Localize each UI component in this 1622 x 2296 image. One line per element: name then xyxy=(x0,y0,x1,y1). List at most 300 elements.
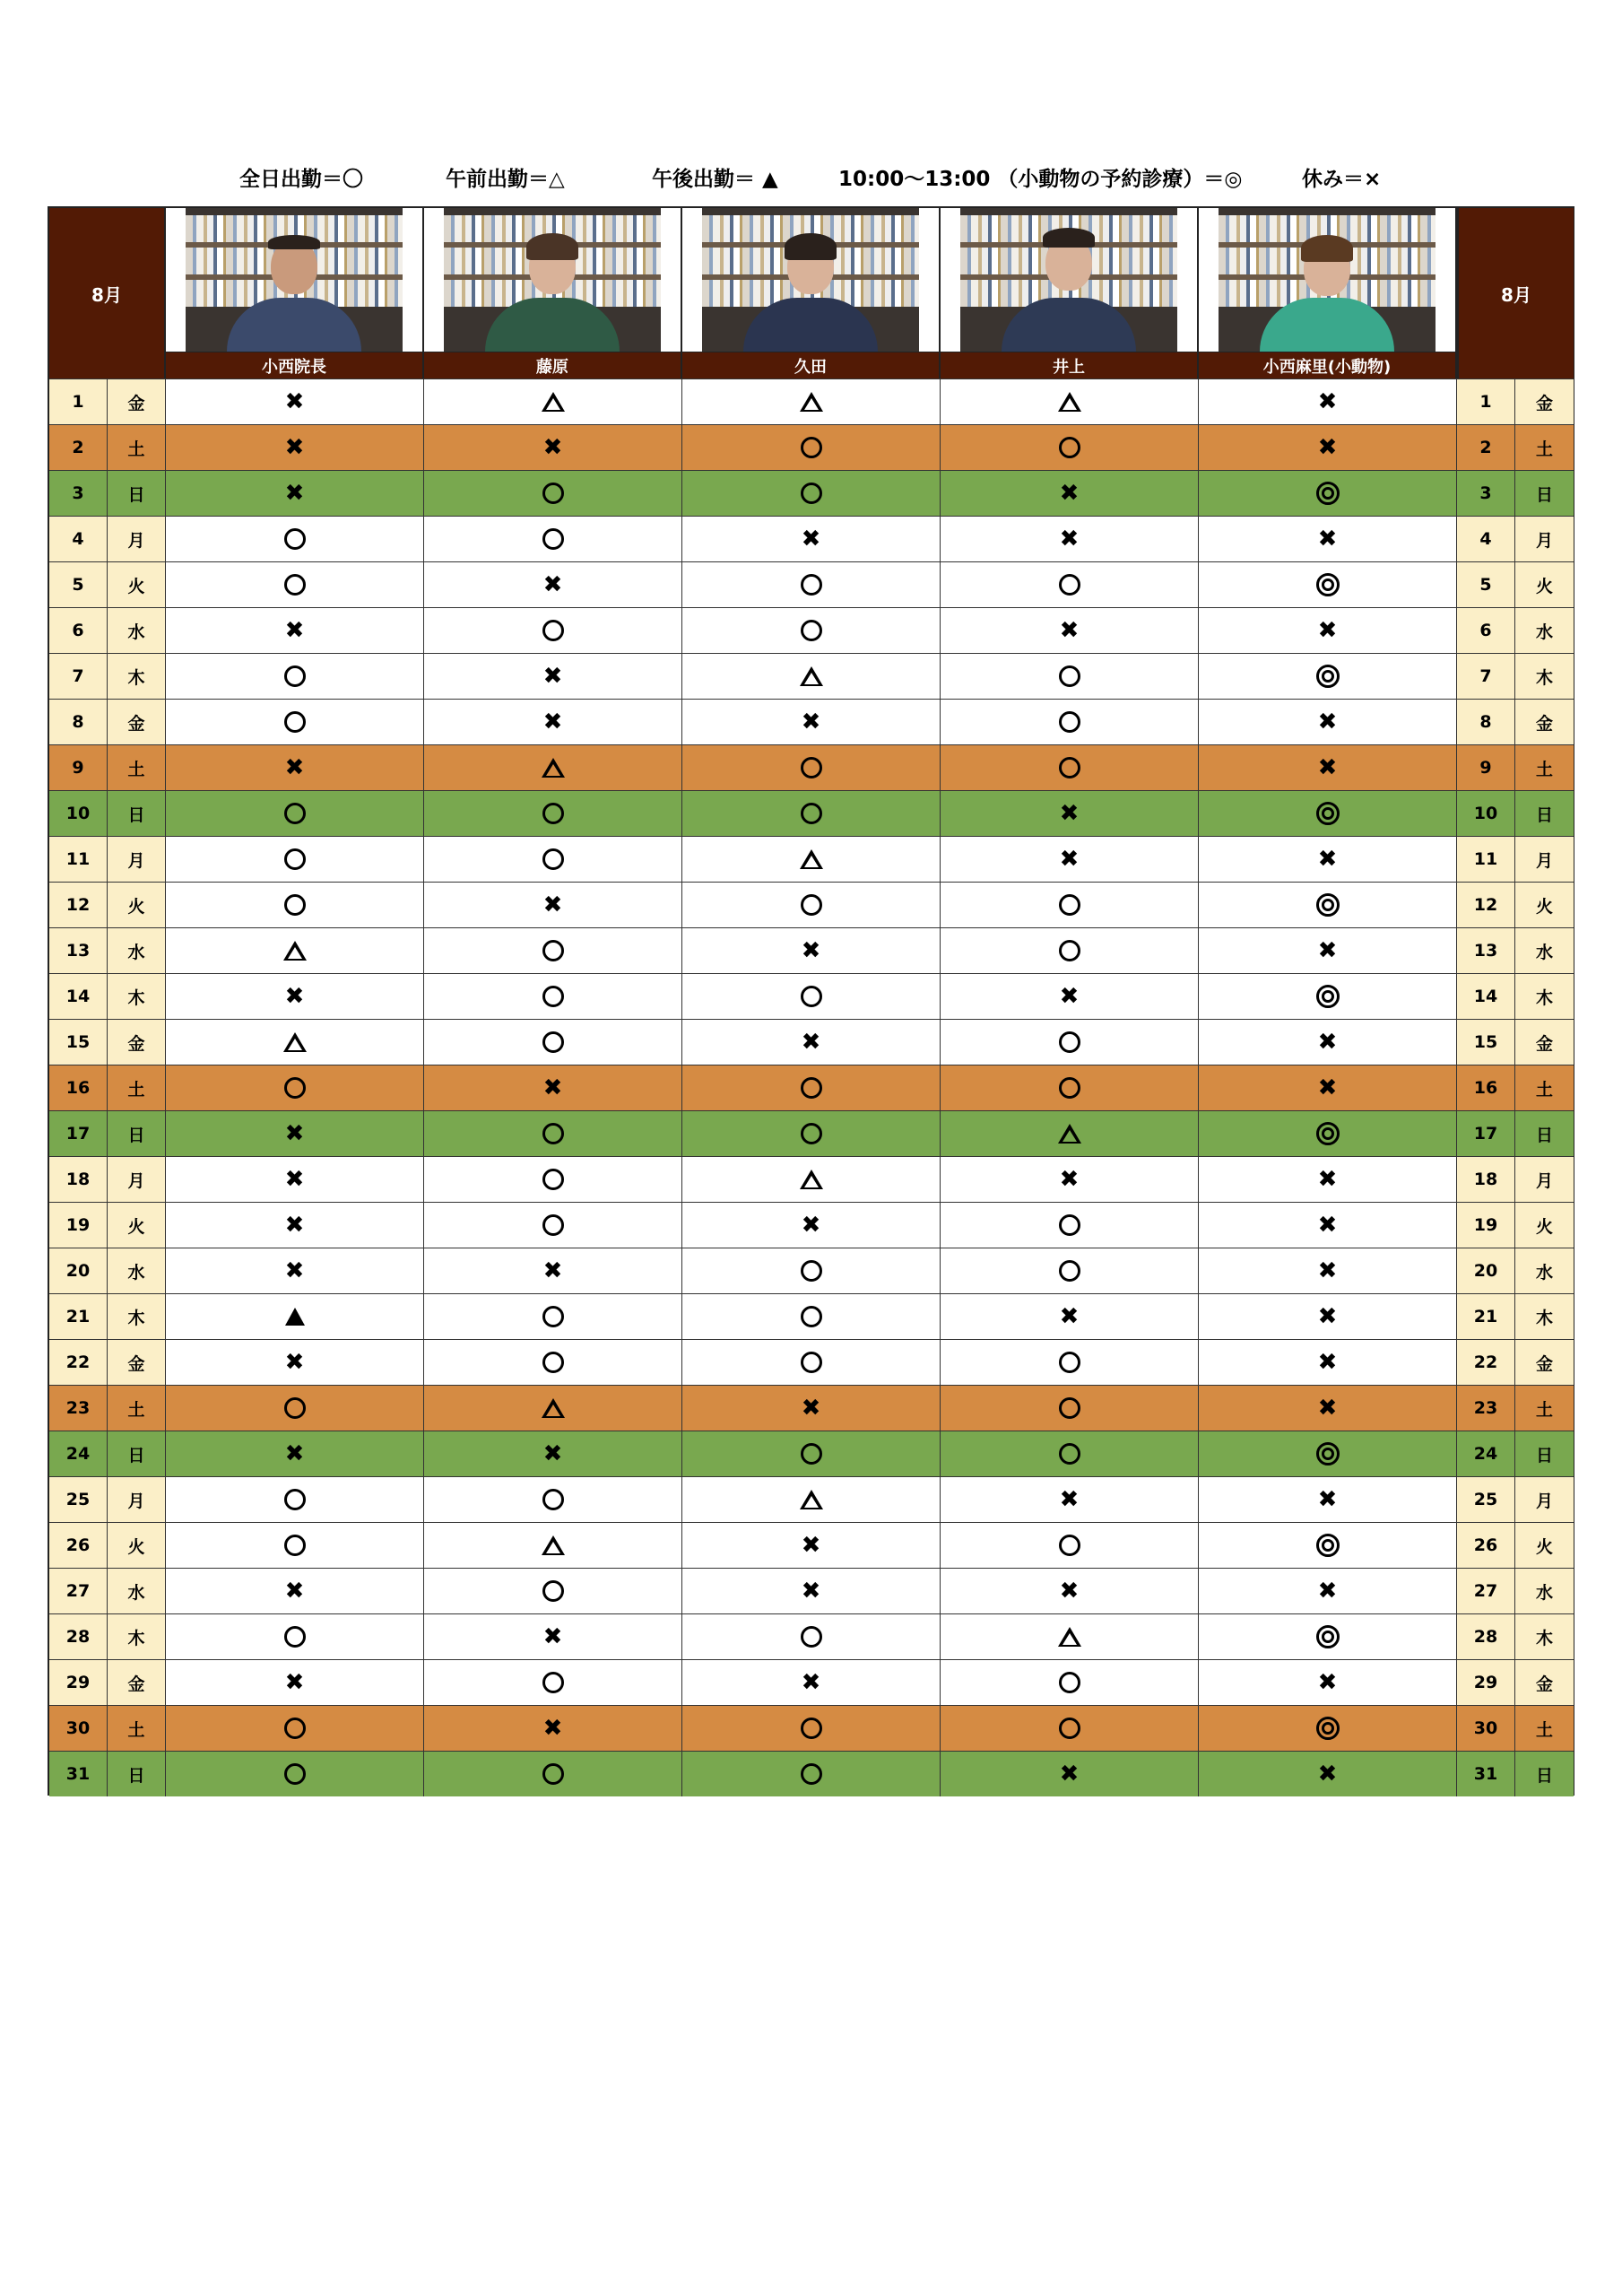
shift-cell xyxy=(1199,1110,1457,1156)
shift-cell xyxy=(682,1705,941,1751)
photo-frame xyxy=(186,208,403,352)
full-day-circle-icon xyxy=(284,1489,306,1510)
full-day-circle-icon xyxy=(542,1672,564,1693)
full-day-circle-icon xyxy=(801,1626,822,1648)
day-number-right: 17 xyxy=(1457,1110,1515,1156)
off-cross-icon: ✖ xyxy=(542,1440,563,1467)
weekday-label-right: 水 xyxy=(1515,607,1574,653)
weekday-label: 水 xyxy=(108,1248,166,1293)
day-number: 3 xyxy=(49,470,108,516)
full-day-circle-icon xyxy=(542,1169,564,1190)
day-number-right: 1 xyxy=(1457,378,1515,424)
shift-cell xyxy=(1199,1248,1457,1293)
morning-triangle-icon xyxy=(800,392,823,412)
off-cross-icon: ✖ xyxy=(1317,1486,1338,1513)
day-number: 2 xyxy=(49,424,108,470)
day-number: 20 xyxy=(49,1248,108,1293)
full-day-circle-icon xyxy=(284,665,306,687)
legend-full-day: 全日出勤＝〇 xyxy=(239,168,363,191)
shift-cell xyxy=(1199,470,1457,516)
weekday-label: 日 xyxy=(108,470,166,516)
day-number: 17 xyxy=(49,1110,108,1156)
shift-cell xyxy=(941,1522,1199,1568)
shift-cell xyxy=(424,744,682,790)
day-number-right: 2 xyxy=(1457,424,1515,470)
shift-cell xyxy=(424,1476,682,1522)
off-cross-icon: ✖ xyxy=(1317,846,1338,873)
morning-triangle-icon xyxy=(542,758,565,778)
off-cross-icon: ✖ xyxy=(1059,1761,1080,1787)
shift-cell xyxy=(1199,1431,1457,1476)
full-day-circle-icon xyxy=(542,1031,564,1053)
shift-cell xyxy=(941,744,1199,790)
small-animal-double-circle-icon xyxy=(1316,1122,1340,1145)
staff-name: 小西院長 xyxy=(166,352,424,378)
shift-cell xyxy=(424,1339,682,1385)
shift-cell xyxy=(424,516,682,561)
shift-cell xyxy=(941,1431,1199,1476)
shift-cell xyxy=(424,836,682,882)
weekday-label-right: 土 xyxy=(1515,1705,1574,1751)
morning-triangle-icon xyxy=(800,849,823,869)
morning-triangle-icon xyxy=(1058,1627,1081,1647)
shift-cell xyxy=(682,378,941,424)
off-cross-icon: ✖ xyxy=(801,1212,821,1239)
full-day-circle-icon xyxy=(542,1123,564,1144)
shift-cell xyxy=(166,1019,424,1065)
weekday-label-right: 日 xyxy=(1515,1431,1574,1476)
shift-cell xyxy=(166,836,424,882)
weekday-label-right: 月 xyxy=(1515,1476,1574,1522)
shift-cell xyxy=(1199,516,1457,561)
off-cross-icon: ✖ xyxy=(284,434,305,461)
full-day-circle-icon xyxy=(542,940,564,961)
day-number-right: 12 xyxy=(1457,882,1515,927)
shift-cell xyxy=(166,1613,424,1659)
off-cross-icon: ✖ xyxy=(542,709,563,735)
full-day-circle-icon xyxy=(284,1397,306,1419)
full-day-circle-icon xyxy=(284,574,306,596)
small-animal-double-circle-icon xyxy=(1316,985,1340,1008)
full-day-circle-icon xyxy=(801,1352,822,1373)
day-number: 9 xyxy=(49,744,108,790)
staff-photo-5 xyxy=(1199,208,1457,352)
shift-cell xyxy=(682,836,941,882)
weekday-label-right: 水 xyxy=(1515,927,1574,973)
off-cross-icon: ✖ xyxy=(801,1669,821,1696)
weekday-label: 土 xyxy=(108,744,166,790)
day-number-right: 6 xyxy=(1457,607,1515,653)
full-day-circle-icon xyxy=(542,528,564,550)
full-day-circle-icon xyxy=(801,1443,822,1465)
off-cross-icon: ✖ xyxy=(1317,754,1338,781)
shift-cell xyxy=(166,973,424,1019)
shift-cell xyxy=(1199,1019,1457,1065)
shift-cell xyxy=(1199,1065,1457,1110)
weekday-label: 木 xyxy=(108,653,166,699)
shift-cell xyxy=(424,561,682,607)
legend-off: 休み＝× xyxy=(1302,168,1382,191)
morning-triangle-icon xyxy=(800,666,823,686)
shift-cell xyxy=(1199,836,1457,882)
shift-cell xyxy=(682,424,941,470)
full-day-circle-icon xyxy=(284,803,306,824)
day-number: 15 xyxy=(49,1019,108,1065)
shift-cell xyxy=(1199,1613,1457,1659)
off-cross-icon: ✖ xyxy=(542,434,563,461)
weekday-label-right: 木 xyxy=(1515,973,1574,1019)
shift-cell xyxy=(424,1613,682,1659)
off-cross-icon: ✖ xyxy=(284,1349,305,1376)
weekday-label: 金 xyxy=(108,699,166,744)
off-cross-icon: ✖ xyxy=(1059,1303,1080,1330)
day-number: 7 xyxy=(49,653,108,699)
shift-cell xyxy=(941,1613,1199,1659)
full-day-circle-icon xyxy=(284,711,306,733)
off-cross-icon: ✖ xyxy=(801,709,821,735)
weekday-label-right: 金 xyxy=(1515,699,1574,744)
weekday-label: 火 xyxy=(108,882,166,927)
shift-cell xyxy=(424,1705,682,1751)
day-number: 8 xyxy=(49,699,108,744)
shift-cell xyxy=(941,790,1199,836)
full-day-circle-icon xyxy=(284,1077,306,1099)
off-cross-icon: ✖ xyxy=(284,983,305,1010)
full-day-circle-icon xyxy=(1059,1352,1080,1373)
weekday-label-right: 水 xyxy=(1515,1248,1574,1293)
weekday-label-right: 木 xyxy=(1515,653,1574,699)
off-cross-icon: ✖ xyxy=(801,1532,821,1559)
weekday-label: 金 xyxy=(108,378,166,424)
weekday-label-right: 火 xyxy=(1515,1522,1574,1568)
weekday-label: 日 xyxy=(108,1110,166,1156)
day-number-right: 3 xyxy=(1457,470,1515,516)
full-day-circle-icon xyxy=(542,848,564,870)
shift-cell xyxy=(1199,927,1457,973)
full-day-circle-icon xyxy=(542,1763,564,1785)
shift-cell xyxy=(166,653,424,699)
staff-name: 井上 xyxy=(941,352,1199,378)
full-day-circle-icon xyxy=(1059,1672,1080,1693)
shift-cell xyxy=(941,1293,1199,1339)
day-number-right: 29 xyxy=(1457,1659,1515,1705)
off-cross-icon: ✖ xyxy=(284,1257,305,1284)
shift-cell xyxy=(682,1751,941,1796)
shift-cell xyxy=(166,927,424,973)
shift-cell xyxy=(166,1385,424,1431)
shift-cell xyxy=(1199,1659,1457,1705)
full-day-circle-icon xyxy=(284,1763,306,1785)
photo-frame xyxy=(702,208,919,352)
full-day-circle-icon xyxy=(801,986,822,1007)
day-number: 10 xyxy=(49,790,108,836)
shift-cell xyxy=(424,1751,682,1796)
weekday-label: 月 xyxy=(108,836,166,882)
shift-cell xyxy=(424,1156,682,1202)
weekday-label: 月 xyxy=(108,1156,166,1202)
shift-cell xyxy=(682,1110,941,1156)
off-cross-icon: ✖ xyxy=(1317,1761,1338,1787)
shift-cell xyxy=(424,699,682,744)
shift-cell xyxy=(941,1248,1199,1293)
full-day-circle-icon xyxy=(801,483,822,504)
weekday-label: 月 xyxy=(108,516,166,561)
full-day-circle-icon xyxy=(542,1352,564,1373)
shift-cell xyxy=(166,699,424,744)
shift-cell xyxy=(941,1156,1199,1202)
day-number-right: 7 xyxy=(1457,653,1515,699)
month-label-right: 8月 xyxy=(1457,208,1574,378)
weekday-label-right: 木 xyxy=(1515,1613,1574,1659)
shift-cell xyxy=(424,424,682,470)
small-animal-double-circle-icon xyxy=(1316,1534,1340,1557)
full-day-circle-icon xyxy=(801,1123,822,1144)
shift-cell xyxy=(941,561,1199,607)
small-animal-double-circle-icon xyxy=(1316,1442,1340,1465)
shift-cell xyxy=(1199,1522,1457,1568)
shift-cell xyxy=(682,470,941,516)
staff-photo-2 xyxy=(424,208,682,352)
shift-cell xyxy=(1199,790,1457,836)
shift-cell xyxy=(1199,1293,1457,1339)
morning-triangle-icon xyxy=(800,1170,823,1189)
shift-cell xyxy=(424,1431,682,1476)
shift-cell xyxy=(424,973,682,1019)
weekday-label-right: 火 xyxy=(1515,561,1574,607)
weekday-label-right: 金 xyxy=(1515,378,1574,424)
photo-frame xyxy=(1219,208,1436,352)
morning-triangle-icon xyxy=(542,392,565,412)
weekday-label: 金 xyxy=(108,1339,166,1385)
day-number: 18 xyxy=(49,1156,108,1202)
day-number-right: 30 xyxy=(1457,1705,1515,1751)
shift-cell xyxy=(166,1339,424,1385)
shift-cell xyxy=(941,1568,1199,1613)
weekday-label-right: 金 xyxy=(1515,1659,1574,1705)
weekday-label: 金 xyxy=(108,1019,166,1065)
off-cross-icon: ✖ xyxy=(284,1669,305,1696)
off-cross-icon: ✖ xyxy=(284,480,305,507)
weekday-label: 水 xyxy=(108,607,166,653)
full-day-circle-icon xyxy=(801,574,822,596)
day-number: 23 xyxy=(49,1385,108,1431)
shift-cell xyxy=(166,607,424,653)
morning-triangle-icon xyxy=(283,941,307,961)
month-label-left: 8月 xyxy=(49,208,166,378)
full-day-circle-icon xyxy=(1059,894,1080,916)
small-animal-double-circle-icon xyxy=(1316,1717,1340,1740)
off-cross-icon: ✖ xyxy=(1059,1166,1080,1193)
shift-cell xyxy=(424,607,682,653)
shift-cell xyxy=(941,424,1199,470)
day-number: 12 xyxy=(49,882,108,927)
shift-cell xyxy=(1199,424,1457,470)
shift-cell xyxy=(1199,1705,1457,1751)
weekday-label: 日 xyxy=(108,790,166,836)
full-day-circle-icon xyxy=(1059,1443,1080,1465)
shift-cell xyxy=(424,790,682,836)
morning-triangle-icon xyxy=(1058,392,1081,412)
full-day-circle-icon xyxy=(1059,1718,1080,1739)
shift-cell xyxy=(1199,882,1457,927)
day-number: 11 xyxy=(49,836,108,882)
shift-cell xyxy=(424,470,682,516)
afternoon-triangle-icon xyxy=(285,1308,305,1326)
day-number: 16 xyxy=(49,1065,108,1110)
shift-cell xyxy=(166,378,424,424)
shift-cell xyxy=(941,836,1199,882)
full-day-circle-icon xyxy=(801,1306,822,1327)
full-day-circle-icon xyxy=(1059,1397,1080,1419)
weekday-label: 土 xyxy=(108,424,166,470)
day-number: 5 xyxy=(49,561,108,607)
staff-name: 久田 xyxy=(682,352,941,378)
full-day-circle-icon xyxy=(284,894,306,916)
shift-cell xyxy=(941,973,1199,1019)
shift-cell xyxy=(166,790,424,836)
shift-cell xyxy=(941,1019,1199,1065)
staff-photo-4 xyxy=(941,208,1199,352)
day-number-right: 4 xyxy=(1457,516,1515,561)
weekday-label-right: 月 xyxy=(1515,1156,1574,1202)
shift-cell xyxy=(941,1476,1199,1522)
shift-cell xyxy=(682,653,941,699)
off-cross-icon: ✖ xyxy=(1317,1166,1338,1193)
small-animal-double-circle-icon xyxy=(1316,573,1340,596)
full-day-circle-icon xyxy=(284,1626,306,1648)
shift-cell xyxy=(166,1568,424,1613)
off-cross-icon: ✖ xyxy=(801,937,821,964)
day-number: 30 xyxy=(49,1705,108,1751)
weekday-label-right: 月 xyxy=(1515,516,1574,561)
shift-cell xyxy=(166,1248,424,1293)
morning-triangle-icon xyxy=(542,1398,565,1418)
off-cross-icon: ✖ xyxy=(542,1257,563,1284)
weekday-label-right: 火 xyxy=(1515,1202,1574,1248)
full-day-circle-icon xyxy=(1059,1535,1080,1556)
day-number: 29 xyxy=(49,1659,108,1705)
staff-photo-1 xyxy=(166,208,424,352)
shift-cell xyxy=(682,516,941,561)
shift-cell xyxy=(682,1339,941,1385)
day-number-right: 15 xyxy=(1457,1019,1515,1065)
shift-cell xyxy=(166,1705,424,1751)
photo-frame xyxy=(960,208,1177,352)
shift-cell xyxy=(166,1431,424,1476)
day-number-right: 31 xyxy=(1457,1751,1515,1796)
full-day-circle-icon xyxy=(284,1535,306,1556)
morning-triangle-icon xyxy=(1058,1124,1081,1144)
shift-cell xyxy=(941,699,1199,744)
shift-cell xyxy=(166,470,424,516)
off-cross-icon: ✖ xyxy=(1059,1486,1080,1513)
shift-cell xyxy=(424,1568,682,1613)
day-number: 31 xyxy=(49,1751,108,1796)
shift-cell xyxy=(1199,607,1457,653)
shift-cell xyxy=(424,378,682,424)
day-number: 21 xyxy=(49,1293,108,1339)
off-cross-icon: ✖ xyxy=(1059,526,1080,552)
shift-cell xyxy=(1199,744,1457,790)
shift-cell xyxy=(682,1431,941,1476)
day-number: 28 xyxy=(49,1613,108,1659)
off-cross-icon: ✖ xyxy=(1317,617,1338,644)
day-number-right: 16 xyxy=(1457,1065,1515,1110)
off-cross-icon: ✖ xyxy=(801,526,821,552)
shift-cell xyxy=(682,1568,941,1613)
weekday-label: 火 xyxy=(108,561,166,607)
off-cross-icon: ✖ xyxy=(542,1074,563,1101)
off-cross-icon: ✖ xyxy=(1317,709,1338,735)
day-number-right: 5 xyxy=(1457,561,1515,607)
full-day-circle-icon xyxy=(1059,665,1080,687)
shift-cell xyxy=(1199,378,1457,424)
day-number: 1 xyxy=(49,378,108,424)
shift-cell xyxy=(1199,1339,1457,1385)
shift-cell xyxy=(941,1339,1199,1385)
off-cross-icon: ✖ xyxy=(1317,434,1338,461)
shift-cell xyxy=(166,561,424,607)
off-cross-icon: ✖ xyxy=(284,1212,305,1239)
small-animal-double-circle-icon xyxy=(1316,893,1340,917)
shift-cell xyxy=(941,607,1199,653)
off-cross-icon: ✖ xyxy=(1059,846,1080,873)
shift-cell xyxy=(424,1522,682,1568)
full-day-circle-icon xyxy=(1059,1031,1080,1053)
weekday-label: 木 xyxy=(108,1293,166,1339)
full-day-circle-icon xyxy=(542,1489,564,1510)
weekday-label: 土 xyxy=(108,1385,166,1431)
shift-cell xyxy=(682,790,941,836)
shift-cell xyxy=(1199,561,1457,607)
day-number-right: 18 xyxy=(1457,1156,1515,1202)
person-hair xyxy=(785,233,837,260)
off-cross-icon: ✖ xyxy=(1059,983,1080,1010)
off-cross-icon: ✖ xyxy=(1059,1578,1080,1605)
full-day-circle-icon xyxy=(1059,940,1080,961)
weekday-label-right: 火 xyxy=(1515,882,1574,927)
weekday-label-right: 月 xyxy=(1515,836,1574,882)
shift-cell xyxy=(941,1659,1199,1705)
shift-cell xyxy=(682,607,941,653)
shift-cell xyxy=(166,516,424,561)
full-day-circle-icon xyxy=(801,1763,822,1785)
shift-cell xyxy=(166,1110,424,1156)
shift-cell xyxy=(166,424,424,470)
off-cross-icon: ✖ xyxy=(1317,526,1338,552)
full-day-circle-icon xyxy=(542,1580,564,1602)
weekday-label-right: 日 xyxy=(1515,1110,1574,1156)
weekday-label-right: 日 xyxy=(1515,470,1574,516)
weekday-label-right: 日 xyxy=(1515,790,1574,836)
off-cross-icon: ✖ xyxy=(284,754,305,781)
shift-cell xyxy=(166,744,424,790)
weekday-label-right: 水 xyxy=(1515,1568,1574,1613)
staff-name: 藤原 xyxy=(424,352,682,378)
weekday-label: 月 xyxy=(108,1476,166,1522)
day-number-right: 14 xyxy=(1457,973,1515,1019)
weekday-label: 金 xyxy=(108,1659,166,1705)
off-cross-icon: ✖ xyxy=(801,1578,821,1605)
day-number-right: 26 xyxy=(1457,1522,1515,1568)
shift-cell xyxy=(166,1659,424,1705)
shift-cell xyxy=(941,882,1199,927)
shift-cell xyxy=(682,1202,941,1248)
off-cross-icon: ✖ xyxy=(1059,800,1080,827)
shift-cell xyxy=(1199,1202,1457,1248)
weekday-label: 木 xyxy=(108,1613,166,1659)
shift-cell xyxy=(682,699,941,744)
